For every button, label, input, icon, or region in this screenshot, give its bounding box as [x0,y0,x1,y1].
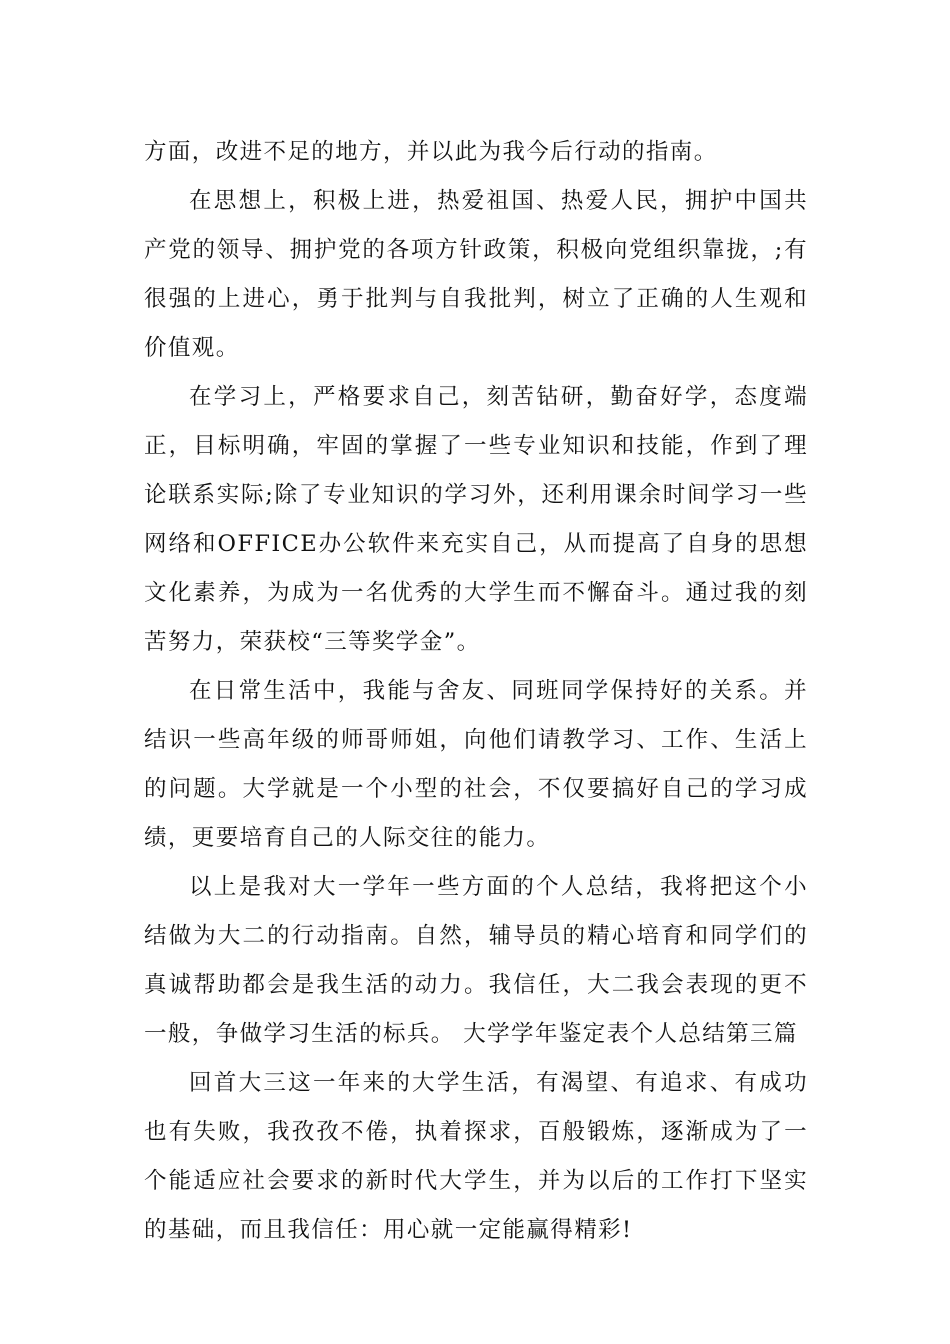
document-body [144,128,808,1255]
paragraph-4: 在日常生活中，我能与舍友、同班同学保持好的关系。并结识一些高年级的师哥师姐，向他们请教学习、工作、生活上的问题。大学就是一个小型的社会，不仅要搞好自己的学习成绩，更要培育自己的人际交往的能力。 [144,678,808,851]
paragraph-3: 在学习上，严格要求自己，刻苦钻研，勤奋好学，态度端正，目标明确，牢固的掌握了一些专业知识和技能，作到了理论联系实际;除了专业知识的学习外，还利用课余时间学习一些网络和OFFICE办公软件来充实自己，从而提高了自身的思想文化素养，为成为一名优秀的大学生而不懈奋斗。通过我的刻苦努力，荣获校“三等奖学金”。 [144,384,808,655]
paragraph-2: 在思想上，积极上进，热爱祖国、热爱人民，拥护中国共产党的领导、拥护党的各项方针政策，积极向党组织靠拢，;有很强的上进心，勇于批判与自我批判，树立了正确的人生观和价值观。 [144,188,808,361]
paragraph-1: 方面，改进不足的地方，并以此为我今后行动的指南。 [144,139,718,165]
paragraph-6: 回首大三这一年来的大学生活，有渴望、有追求、有成功也有失败，我孜孜不倦，执着探求，百般锻炼，逐渐成为了一个能适应社会要求的新时代大学生，并为以后的工作打下坚实的基础，而且我信任：用心就一定能赢得精彩! [144,1070,808,1243]
paragraph-5: 以上是我对大一学年一些方面的个人总结，我将把这个小结做为大二的行动指南。自然，辅导员的精心培育和同学们的真诚帮助都会是我生活的动力。我信任，大二我会表现的更不一般，争做学习生活的标兵。 大学学年鉴定表个人总结第三篇 [144,874,808,1047]
